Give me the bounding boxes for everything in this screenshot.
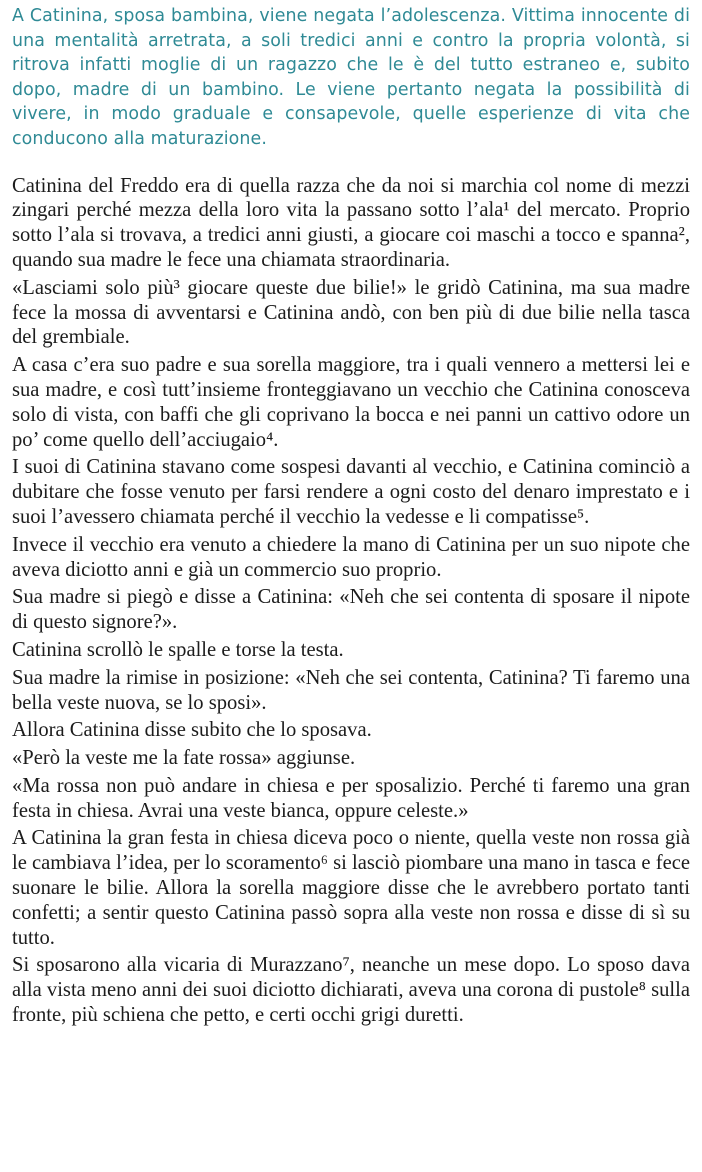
- paragraph: I suoi di Catinina stavano come sospesi davanti al vecchio, e Catinina cominciò a dubitare che fosse venuto per farsi rendere a ogni costo del denaro imprestato e i suoi l’avessero chiamata perché il vecchio la vedesse e li compatisse⁵.: [12, 456, 690, 528]
- paragraph: Catinina del Freddo era di quella razza che da noi si marchia col nome di mezzi zingari perché mezza della loro vita la passano sotto l’ala¹ del mercato. Proprio sotto l’ala si trovava, a tredici anni giusti, a giocare coi maschi a tocco e spanna², quando sua madre le fece una chiamata straordinaria.: [12, 174, 690, 271]
- paragraph: «Lasciami solo più³ giocare queste due bilie!» le gridò Catinina, ma sua madre fece la mossa di avventarsi e Catinina andò, con ben più di due bilie nella tasca del grembiale.: [12, 276, 690, 349]
- intro-summary: A Catinina, sposa bambina, viene negata l’adolescenza. Vittima innocente di una mentalità arretrata, a soli tredici anni e contro la propria volontà, si ritrova infatti moglie di un ragazzo che le è del tutto estraneo e, subito dopo, madre di un bambino. Le viene pertanto negata la possibilità di vivere, in modo graduale e consapevole, quelle esperienze di vita che conducono alla maturazione.: [12, 6, 690, 149]
- paragraph: Invece il vecchio era venuto a chiedere la mano di Catinina per un suo nipote che aveva diciotto anni e già un commercio suo proprio.: [12, 533, 690, 581]
- paragraph: Allora Catinina disse subito che lo sposava.: [12, 719, 372, 742]
- paragraph: A Catinina la gran festa in chiesa diceva poco o niente, quella veste non rossa già le cambiava l’idea, per lo scoramento⁶ si lasciò piombare una mano in tasca e fece suonare le bilie. Allora la sorella maggiore disse che le avrebbero portato tanti confetti; a sentir questo Catinina passò sopra alla veste non rossa e disse di sì su tutto.: [12, 827, 690, 949]
- paragraph: Sua madre si piegò e disse a Catinina: «Neh che sei contenta di sposare il nipote di questo signore?».: [12, 586, 690, 634]
- paragraph: «Però la veste me la fate rossa» aggiunse.: [12, 747, 356, 770]
- paragraph: «Ma rossa non può andare in chiesa e per sposalizio. Perché ti faremo una gran festa in chiesa. Avrai una veste bianca, oppure celeste.»: [12, 774, 690, 822]
- paragraph: Sua madre la rimise in posizione: «Neh che sei contenta, Catinina? Ti faremo una bella veste nuova, se lo sposi».: [12, 666, 690, 714]
- paragraph: Catinina scrollò le spalle e torse la testa.: [12, 638, 344, 661]
- paragraph: Si sposarono alla vicaria di Murazzano⁷, neanche un mese dopo. Lo sposo dava alla vista meno anni dei suoi diciotto dichiarati, aveva una corona di pustole⁸ sulla fronte, più schiena che petto, e certi occhi grigi duretti.: [12, 954, 690, 1027]
- story-text: [12, 174, 690, 1028]
- paragraph: A casa c’era suo padre e sua sorella maggiore, tra i quali vennero a mettersi lei e sua madre, e così tutt’insieme fronteggiavano un vecchio che Catinina conosceva solo di vista, con baffi che gli coprivano la bocca e nei panni un cattivo odore un po’ come quello dell’acciugaio⁴.: [12, 354, 690, 451]
